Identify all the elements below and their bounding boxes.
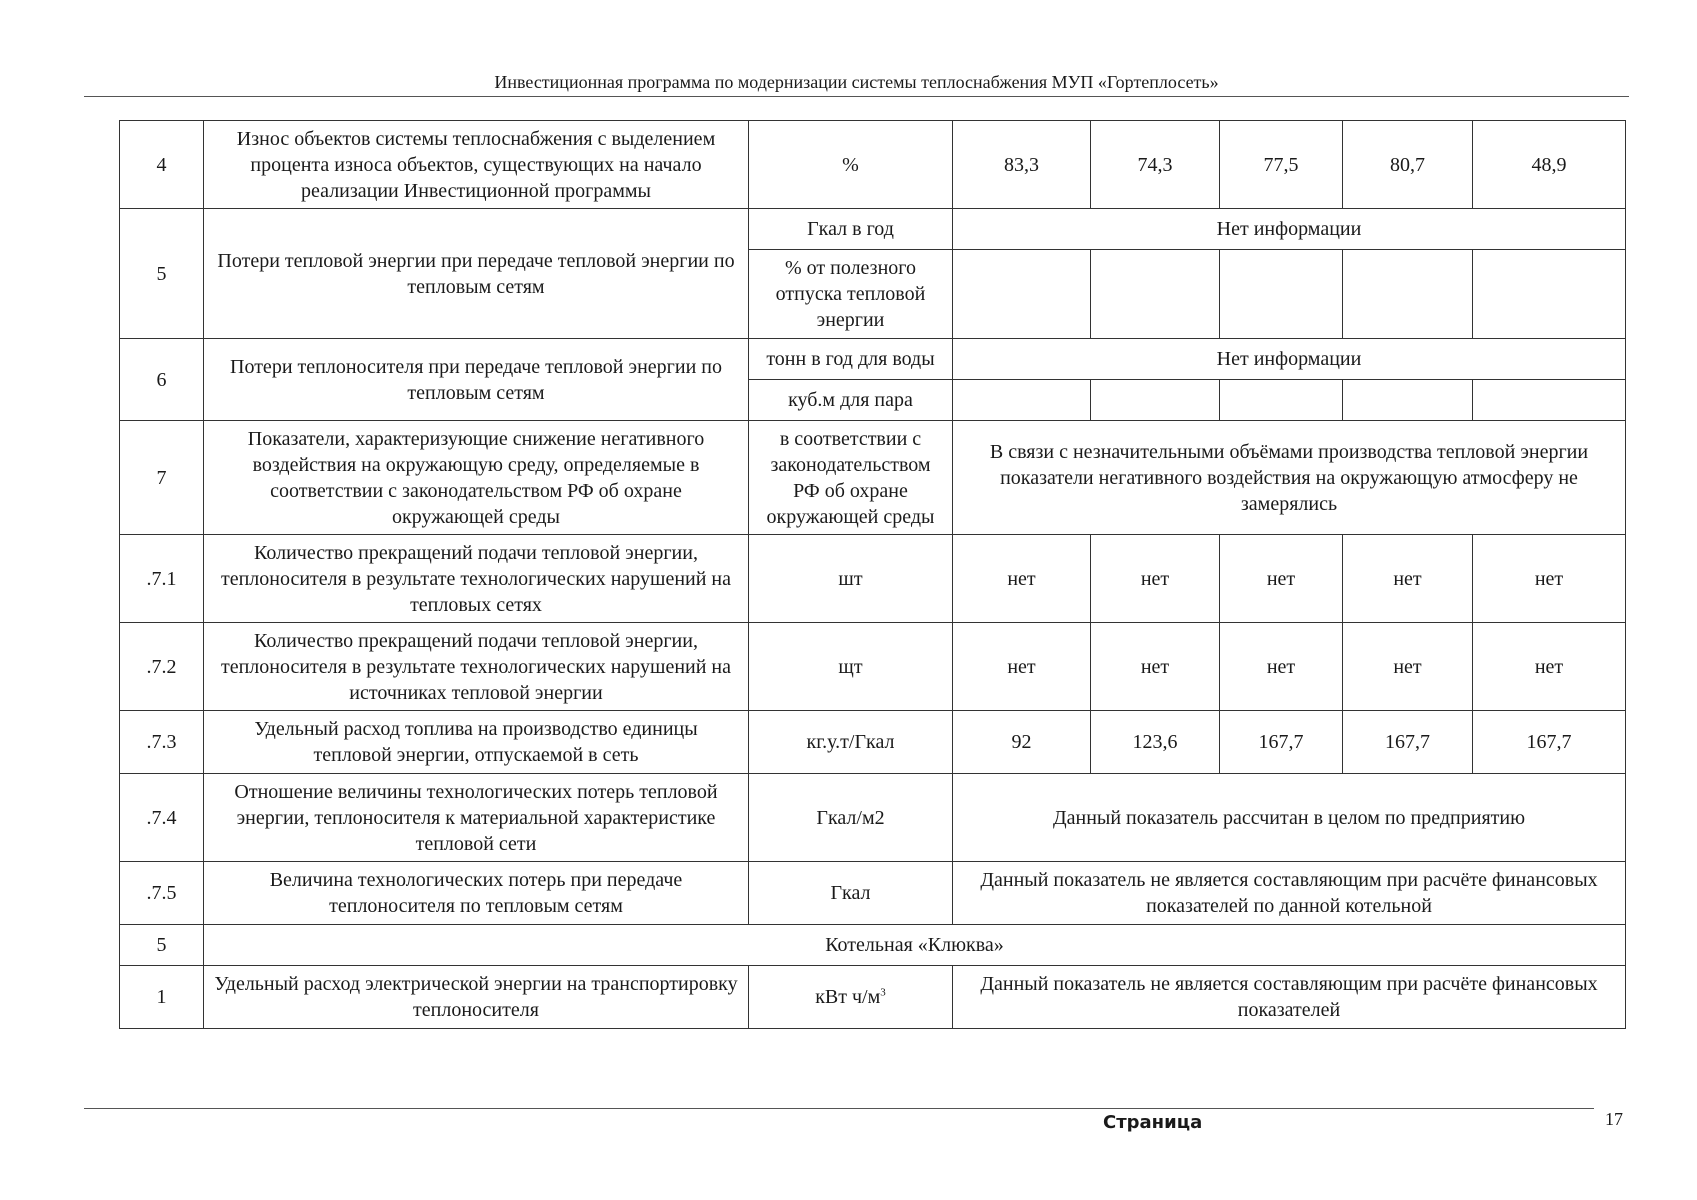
table-row (120, 862, 1626, 925)
indicators-table (119, 120, 1626, 1029)
value-cell (953, 380, 1091, 421)
value-cell: нет (1343, 623, 1473, 711)
unit-cell: в соответствии с законодательством РФ об охране окружающей среды (749, 421, 953, 535)
value-cell: 167,7 (1473, 711, 1626, 774)
table-row (120, 421, 1626, 535)
indicator-cell: Потери теплоносителя при передаче тепловой энергии по тепловым сетям (204, 339, 749, 421)
unit-superscript: 3 (880, 986, 886, 999)
value-cell: нет (1091, 535, 1220, 623)
table-row (120, 121, 1626, 209)
value-cell: 167,7 (1220, 711, 1343, 774)
value-cell (1473, 250, 1626, 339)
value-cell: нет (953, 535, 1091, 623)
row-number: 5 (120, 925, 204, 966)
row-number: .7.4 (120, 774, 204, 862)
unit-cell: % от полезного отпуска тепловой энергии (749, 250, 953, 339)
indicator-cell: Показатели, характеризующие снижение негативного воздействия на окружающую среду, определяемые в соответствии с законодательством РФ об охране окружающей среды (204, 421, 749, 535)
row-number: .7.3 (120, 711, 204, 774)
table-row (120, 535, 1626, 623)
note-cell: Нет информации (953, 339, 1626, 380)
value-cell: нет (953, 623, 1091, 711)
value-cell (1220, 250, 1343, 339)
value-cell (953, 250, 1091, 339)
unit-cell: % (749, 121, 953, 209)
value-cell: 167,7 (1343, 711, 1473, 774)
value-cell (1091, 250, 1220, 339)
unit-cell: щт (749, 623, 953, 711)
unit-cell: кг.у.т/Гкал (749, 711, 953, 774)
value-cell: нет (1220, 535, 1343, 623)
indicator-cell: Отношение величины технологических потерь тепловой энергии, теплоносителя к материальной характеристике тепловой сети (204, 774, 749, 862)
unit-cell: Гкал (749, 862, 953, 925)
unit-text: кВт ч/м (815, 986, 881, 1008)
indicator-cell: Количество прекращений подачи тепловой энергии, теплоносителя в результате технологических нарушений на тепловых сетях (204, 535, 749, 623)
table-row (120, 623, 1626, 711)
indicator-cell: Количество прекращений подачи тепловой энергии, теплоносителя в результате технологических нарушений на источниках тепловой энергии (204, 623, 749, 711)
table-row (120, 774, 1626, 862)
page-header-title: Инвестиционная программа по модернизации системы теплоснабжения МУП «Гортеплосеть» (494, 72, 1219, 92)
value-cell: 83,3 (953, 121, 1091, 209)
section-title: Котельная «Клюква» (204, 925, 1626, 966)
row-number: 5 (120, 209, 204, 339)
unit-cell: куб.м для пара (749, 380, 953, 421)
row-number: 1 (120, 966, 204, 1029)
value-cell: нет (1473, 623, 1626, 711)
indicator-cell: Удельный расход топлива на производство единицы тепловой энергии, отпускаемой в сеть (204, 711, 749, 774)
unit-cell: шт (749, 535, 953, 623)
value-cell (1473, 380, 1626, 421)
table-row (120, 966, 1626, 1029)
indicator-cell: Потери тепловой энергии при передаче тепловой энергии по тепловым сетям (204, 209, 749, 339)
value-cell: 77,5 (1220, 121, 1343, 209)
value-cell: 123,6 (1091, 711, 1220, 774)
row-number: 6 (120, 339, 204, 421)
value-cell (1343, 250, 1473, 339)
value-cell (1343, 380, 1473, 421)
row-number: 7 (120, 421, 204, 535)
note-cell: Нет информации (953, 209, 1626, 250)
indicator-cell: Удельный расход электрической энергии на транспортировку теплоносителя (204, 966, 749, 1029)
value-cell: 74,3 (1091, 121, 1220, 209)
value-cell: нет (1091, 623, 1220, 711)
page-number: 17 (1605, 1109, 1623, 1129)
note-cell: В связи с незначительными объёмами производства тепловой энергии показатели негативного воздействия на окружающую атмосферу не замерялись (953, 421, 1626, 535)
value-cell: 80,7 (1343, 121, 1473, 209)
row-number: .7.2 (120, 623, 204, 711)
value-cell: 92 (953, 711, 1091, 774)
table-row (120, 711, 1626, 774)
indicator-cell: Величина технологических потерь при передаче теплоносителя по тепловым сетям (204, 862, 749, 925)
unit-cell: Гкал в год (749, 209, 953, 250)
row-number: .7.1 (120, 535, 204, 623)
table-row (120, 209, 1626, 250)
row-number: .7.5 (120, 862, 204, 925)
header-divider (84, 96, 1629, 97)
note-cell: Данный показатель не является составляющим при расчёте финансовых показателей по данной котельной (953, 862, 1626, 925)
unit-cell (749, 966, 953, 1029)
note-cell: Данный показатель не является составляющим при расчёте финансовых показателей (953, 966, 1626, 1029)
value-cell: нет (1473, 535, 1626, 623)
note-cell: Данный показатель рассчитан в целом по предприятию (953, 774, 1626, 862)
section-row (120, 925, 1626, 966)
footer-divider (84, 1108, 1594, 1109)
unit-cell: тонн в год для воды (749, 339, 953, 380)
unit-cell: Гкал/м2 (749, 774, 953, 862)
indicator-cell: Износ объектов системы теплоснабжения с выделением процента износа объектов, существующих на начало реализации Инвестиционной программы (204, 121, 749, 209)
value-cell: нет (1343, 535, 1473, 623)
value-cell: нет (1220, 623, 1343, 711)
value-cell: 48,9 (1473, 121, 1626, 209)
footer-page-label: Страница (1103, 1112, 1203, 1133)
table-row (120, 339, 1626, 380)
value-cell (1220, 380, 1343, 421)
value-cell (1091, 380, 1220, 421)
row-number: 4 (120, 121, 204, 209)
